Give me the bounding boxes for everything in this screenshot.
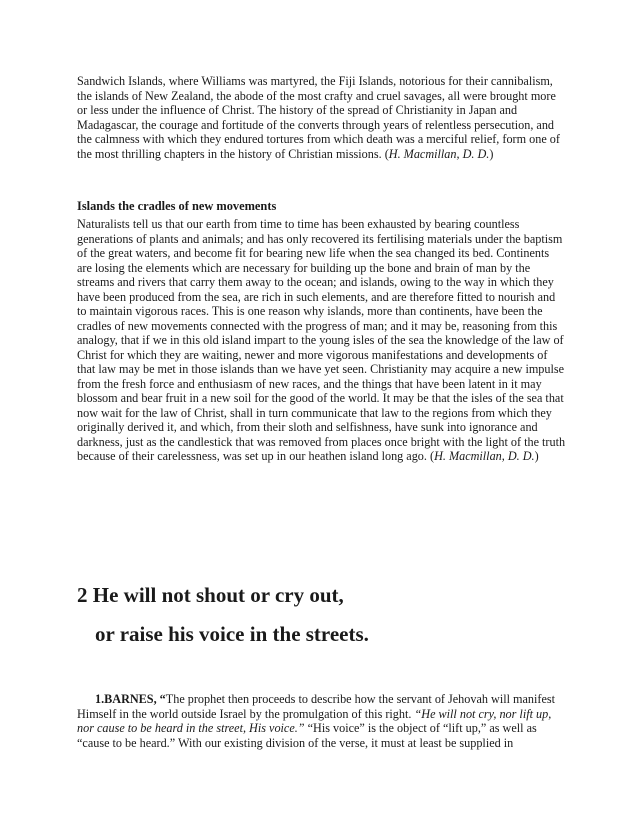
paragraph-text: Naturalists tell us that our earth from time to time has been exhausted by bearing countless generations of plants and animals; and has only recovered its fertilising materials under the baptism of the great waters, and become fit for bearing new life when the sea changed its bed. Continents are losing the elements which are necessary for building up the bone and brain of man by the streams and rivers that carry them away to the ocean; and islands, owing to the way in which they have been produced from the sea, are rich in such elements, and are therefore fitted to nourish and to maintain vigorous races. This is one reason why islands, more than continents, have been the cradles of new movements connected with the progress of man; and it may be, reasoning from this analogy, that if we in this old island impart to the young isles of the sea the knowledge of the law of Christ for which they are waiting, newer and more vigorous manifestations and developments of that law may be met in those islands than we have yet seen. Christianity may acquire a new impulse from the fresh force and enthusiasm of new races, and the things that have been latent in it may blossom and bear fruit in a new soil for the good of the world. It may be that the isles of the sea that now wait for the law of Christ, shall in turn communicate that law to the regions from which they originally derived it, and which, from their sloth and selfishness, have sunk into ignorance and darkness, just as the candlestick that was removed from places once bright with the light of the truth because of their carelessness, was set up in our heathen island long ago. ( <box>77 217 566 463</box>
citation: H. Macmillan, D. D. <box>434 449 535 463</box>
commentary-text-cont: “His voice” is the object of “lift up,” as well as “cause to be heard.” With our existing division of the verse, it must at least be supplied in <box>77 721 537 750</box>
paragraph-islands-cradles <box>77 217 567 464</box>
scripture-quote: “He will not cry, nor lift up, nor cause to be heard in the street, His voice.” <box>77 706 552 735</box>
paragraph-islands-missions <box>77 74 567 161</box>
citation: H. Macmillan, D. D. <box>388 146 490 161</box>
section-heading: Islands the cradles of new movements <box>77 199 277 213</box>
commentary-text: The prophet then proceeds to describe how the servant of Jehovah will manifest Himself in the world outside Israel by the promulgation of this right. <box>77 692 555 721</box>
citation-close: ) <box>489 146 494 161</box>
paragraph-text: Sandwich Islands, where Williams was martyred, the Fiji Islands, notorious for their cannibalism, the islands of New Zealand, the abode of the most crafty and cruel savages, all were brought more or less under the influence of Christ. The history of the spread of Christianity in Japan and Madagascar, the courage and fortitude of the converts through years of relentless persecution, and the calmness with which they endured tortures from which death was a merciful relief, form one of the most thrilling chapters in the history of Christian missions. ( <box>77 74 560 161</box>
verse-line-2: or raise his voice in the streets. <box>95 622 369 646</box>
citation-close: ) <box>534 449 539 463</box>
verse-line-1: 2 He will not shout or cry out, <box>77 583 344 607</box>
commentary-barnes <box>77 692 567 750</box>
commentary-label: 1.BARNES, “ <box>95 692 166 706</box>
